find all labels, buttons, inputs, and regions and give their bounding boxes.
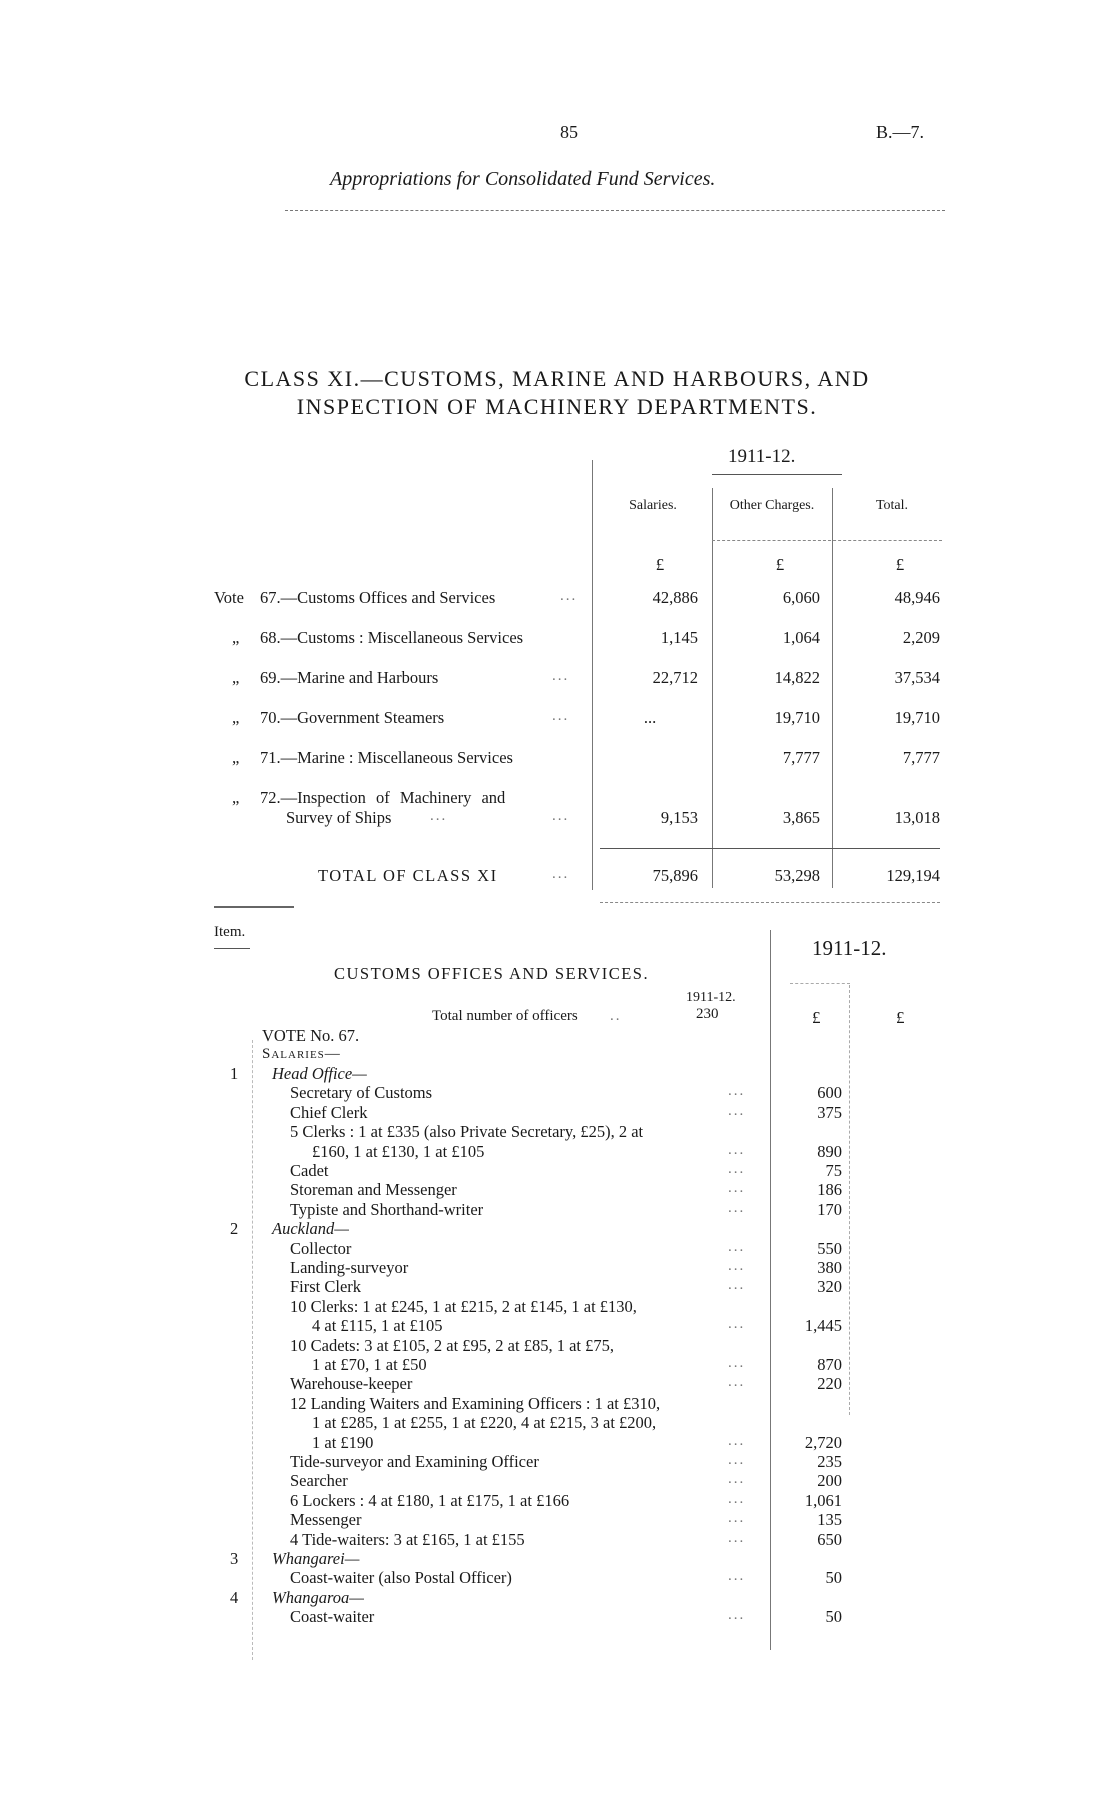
vote-number: VOTE No. 67. <box>262 1026 360 1045</box>
line-amount: 650 <box>817 1529 842 1549</box>
total-bottom-rule <box>600 902 940 903</box>
line-amount: 375 <box>817 1102 842 1122</box>
column-header-other-charges: Other Charges. <box>729 498 815 513</box>
section-title: CUSTOMS OFFICES AND SERVICES. <box>334 964 650 983</box>
leader-dots: ... <box>728 1471 746 1488</box>
class-title-line1: CLASS XI.—CUSTOMS, MARINE AND HARBOURS, AND <box>244 366 870 391</box>
year-rule <box>790 983 850 984</box>
line-amount: 235 <box>817 1452 842 1471</box>
line-amount: 170 <box>817 1199 842 1219</box>
line-description: Cadet <box>290 1161 329 1180</box>
line-description: Storeman and Messenger <box>290 1180 457 1200</box>
leader-dots: ... <box>552 708 570 724</box>
leader-dots: ... <box>728 1161 746 1177</box>
line-description: £160, 1 at £130, 1 at £105 <box>312 1141 485 1161</box>
line-amount: 550 <box>817 1238 842 1258</box>
line-description: 5 Clerks : 1 at £335 (also Private Secretary, £25), 2 at <box>290 1122 644 1142</box>
row-label: 71.—Marine : Miscellaneous Services <box>260 748 513 767</box>
place-heading: Whangarei— <box>272 1549 360 1568</box>
document-reference: B.—7. <box>876 122 925 142</box>
section-separator <box>214 906 294 908</box>
row-other: 6,060 <box>782 588 820 607</box>
salaries-heading: Salaries— <box>262 1046 341 1062</box>
item-column-header: Item. <box>214 924 246 940</box>
row-other: 14,822 <box>774 668 820 687</box>
row-label: 69.—Marine and Harbours <box>260 668 439 687</box>
column-header-rule <box>712 540 942 541</box>
line-description: Landing-surveyor <box>290 1258 409 1277</box>
row-salaries: 22,712 <box>652 668 698 687</box>
row-label: 68.—Customs : Miscellaneous Services <box>260 628 524 647</box>
total-other: 53,298 <box>774 866 820 885</box>
line-amount: 50 <box>825 1607 842 1627</box>
page-number: 85 <box>560 122 578 142</box>
leader-dots: .. <box>610 1008 622 1024</box>
leader-dots: ... <box>728 1510 746 1527</box>
line-description: Secretary of Customs <box>290 1083 433 1103</box>
officers-year: 1911-12. <box>686 990 736 1005</box>
total-label: TOTAL OF CLASS XI <box>318 866 498 885</box>
leader-dots: ... <box>728 1258 746 1274</box>
row-salaries: 9,153 <box>660 808 698 827</box>
line-amount: 380 <box>817 1258 842 1277</box>
line-description: 1 at £285, 1 at £255, 1 at £220, 4 at £215, 3 at £200, <box>312 1413 657 1433</box>
leader-dots: ... <box>728 1374 746 1391</box>
header-rule <box>285 210 945 211</box>
currency-column-1: £ <box>812 1008 821 1027</box>
row-other: 1,064 <box>782 628 820 647</box>
line-description: First Clerk <box>290 1277 362 1297</box>
item-number: 3 <box>230 1549 239 1568</box>
leader-dots: ... <box>728 1355 746 1371</box>
currency-column-2: £ <box>896 1008 905 1027</box>
row-prefix: „ <box>232 748 240 767</box>
item-column-divider <box>252 1040 253 1660</box>
row-salaries: ... <box>643 708 657 727</box>
column-header-total: Total. <box>875 498 909 513</box>
row-label: 72.—Inspection of Machinery and <box>260 788 506 807</box>
summary-divider-mid <box>712 488 713 888</box>
leader-dots: ... <box>728 1180 746 1197</box>
row-total: 48,946 <box>894 588 940 607</box>
row-salaries: 42,886 <box>652 588 698 607</box>
line-description: Coast-waiter <box>290 1607 375 1627</box>
line-description: Tide-surveyor and Examining Officer <box>290 1452 539 1471</box>
leader-dots: ... <box>728 1607 746 1624</box>
leader-dots: ... <box>728 1277 746 1294</box>
row-total: 37,534 <box>894 668 940 687</box>
total-column-divider <box>849 985 850 1415</box>
currency-other: £ <box>775 555 785 574</box>
line-amount: 1,061 <box>804 1490 842 1510</box>
row-other: 3,865 <box>782 808 820 827</box>
line-amount: 200 <box>817 1471 842 1491</box>
leader-dots: ... <box>728 1083 746 1100</box>
leader-dots: ... <box>552 808 570 824</box>
row-total: 2,209 <box>902 628 940 647</box>
row-salaries: 1,145 <box>660 628 698 647</box>
item-number: 1 <box>230 1064 239 1083</box>
leader-dots: ... <box>728 1238 746 1255</box>
line-description: Coast-waiter (also Postal Officer) <box>290 1568 512 1588</box>
leader-dots: ... <box>552 866 570 882</box>
total-amount: 129,194 <box>886 866 940 885</box>
summary-divider-left <box>592 460 593 890</box>
line-description: 1 at £70, 1 at £50 <box>312 1355 427 1374</box>
line-amount: 870 <box>817 1355 842 1374</box>
line-amount: 220 <box>817 1374 842 1394</box>
place-heading: Whangaroa— <box>272 1587 364 1607</box>
row-label: 70.—Government Steamers <box>260 708 445 727</box>
column-header-salaries: Salaries. <box>629 498 677 513</box>
line-amount: 890 <box>817 1141 842 1161</box>
total-rule <box>600 848 940 849</box>
amount-column-divider <box>770 930 771 1650</box>
line-description: Searcher <box>290 1471 348 1491</box>
row-other: 19,710 <box>774 708 820 727</box>
item-number: 4 <box>230 1587 239 1607</box>
line-amount: 75 <box>825 1161 842 1180</box>
summary-year-rule <box>712 474 842 475</box>
leader-dots: ... <box>728 1568 746 1585</box>
row-total: 13,018 <box>894 808 940 827</box>
place-heading: Auckland— <box>272 1219 349 1239</box>
line-description: 12 Landing Waiters and Examining Officers : 1 at £310, <box>290 1393 661 1413</box>
leader-dots: ... <box>728 1452 746 1468</box>
row-total: 19,710 <box>894 708 940 727</box>
leader-dots: ... <box>552 668 570 684</box>
line-amount: 2,720 <box>804 1432 842 1452</box>
line-description: Collector <box>290 1238 352 1258</box>
leader-dots: ... <box>728 1141 746 1158</box>
row-prefix: „ <box>232 668 240 687</box>
summary-year: 1911-12. <box>728 446 796 467</box>
row-prefix: „ <box>232 788 240 807</box>
class-title-line2: INSPECTION OF MACHINERY DEPARTMENTS. <box>296 394 818 419</box>
leader-dots: ... <box>430 808 448 824</box>
line-description: Messenger <box>290 1510 362 1530</box>
total-salaries: 75,896 <box>652 866 698 885</box>
row-prefix: „ <box>232 708 240 727</box>
row-label: 67.—Customs Offices and Services <box>260 588 496 607</box>
officers-label: Total number of officers <box>432 1008 578 1024</box>
line-description: 1 at £190 <box>312 1432 374 1452</box>
currency-total: £ <box>895 555 905 574</box>
leader-dots: ... <box>728 1102 746 1119</box>
line-description: 10 Clerks: 1 at £245, 1 at £215, 2 at £145, 1 at £130, <box>290 1296 637 1316</box>
item-header-rule <box>214 948 250 949</box>
line-amount: 135 <box>817 1510 842 1530</box>
line-amount: 186 <box>817 1180 842 1200</box>
leader-dots: ... <box>728 1529 746 1546</box>
officers-count: 230 <box>696 1006 719 1022</box>
line-amount: 50 <box>825 1568 842 1588</box>
summary-divider-right <box>832 488 833 888</box>
line-description: Warehouse-keeper <box>290 1374 413 1394</box>
line-description: 6 Lockers : 4 at £180, 1 at £175, 1 at £166 <box>290 1490 570 1510</box>
leader-dots: ... <box>728 1490 746 1507</box>
leader-dots: ... <box>728 1316 746 1333</box>
line-description: 4 Tide-waiters: 3 at £165, 1 at £155 <box>290 1529 525 1549</box>
leader-dots: ... <box>560 588 578 604</box>
item-number: 2 <box>230 1219 239 1239</box>
line-amount: 320 <box>817 1277 842 1297</box>
line-description: 10 Cadets: 3 at £105, 2 at £95, 2 at £85, 1 at £75, <box>290 1335 614 1355</box>
row-total: 7,777 <box>902 748 940 767</box>
row-prefix: „ <box>232 628 240 647</box>
line-description: 4 at £115, 1 at £105 <box>312 1316 443 1336</box>
line-description: Chief Clerk <box>290 1102 368 1122</box>
row-label-continued: Survey of Ships <box>286 808 392 827</box>
page-subtitle: Appropriations for Consolidated Fund Services. <box>330 168 716 190</box>
line-amount: 1,445 <box>804 1316 842 1336</box>
leader-dots: ... <box>728 1432 746 1449</box>
line-amount: 600 <box>817 1083 842 1103</box>
row-prefix: Vote <box>214 588 244 607</box>
place-heading: Head Office— <box>272 1064 367 1083</box>
line-description: Typiste and Shorthand-writer <box>290 1199 484 1219</box>
leader-dots: ... <box>728 1199 746 1216</box>
currency-salaries: £ <box>655 555 665 574</box>
row-other: 7,777 <box>782 748 820 767</box>
detail-year: 1911-12. <box>812 936 887 960</box>
